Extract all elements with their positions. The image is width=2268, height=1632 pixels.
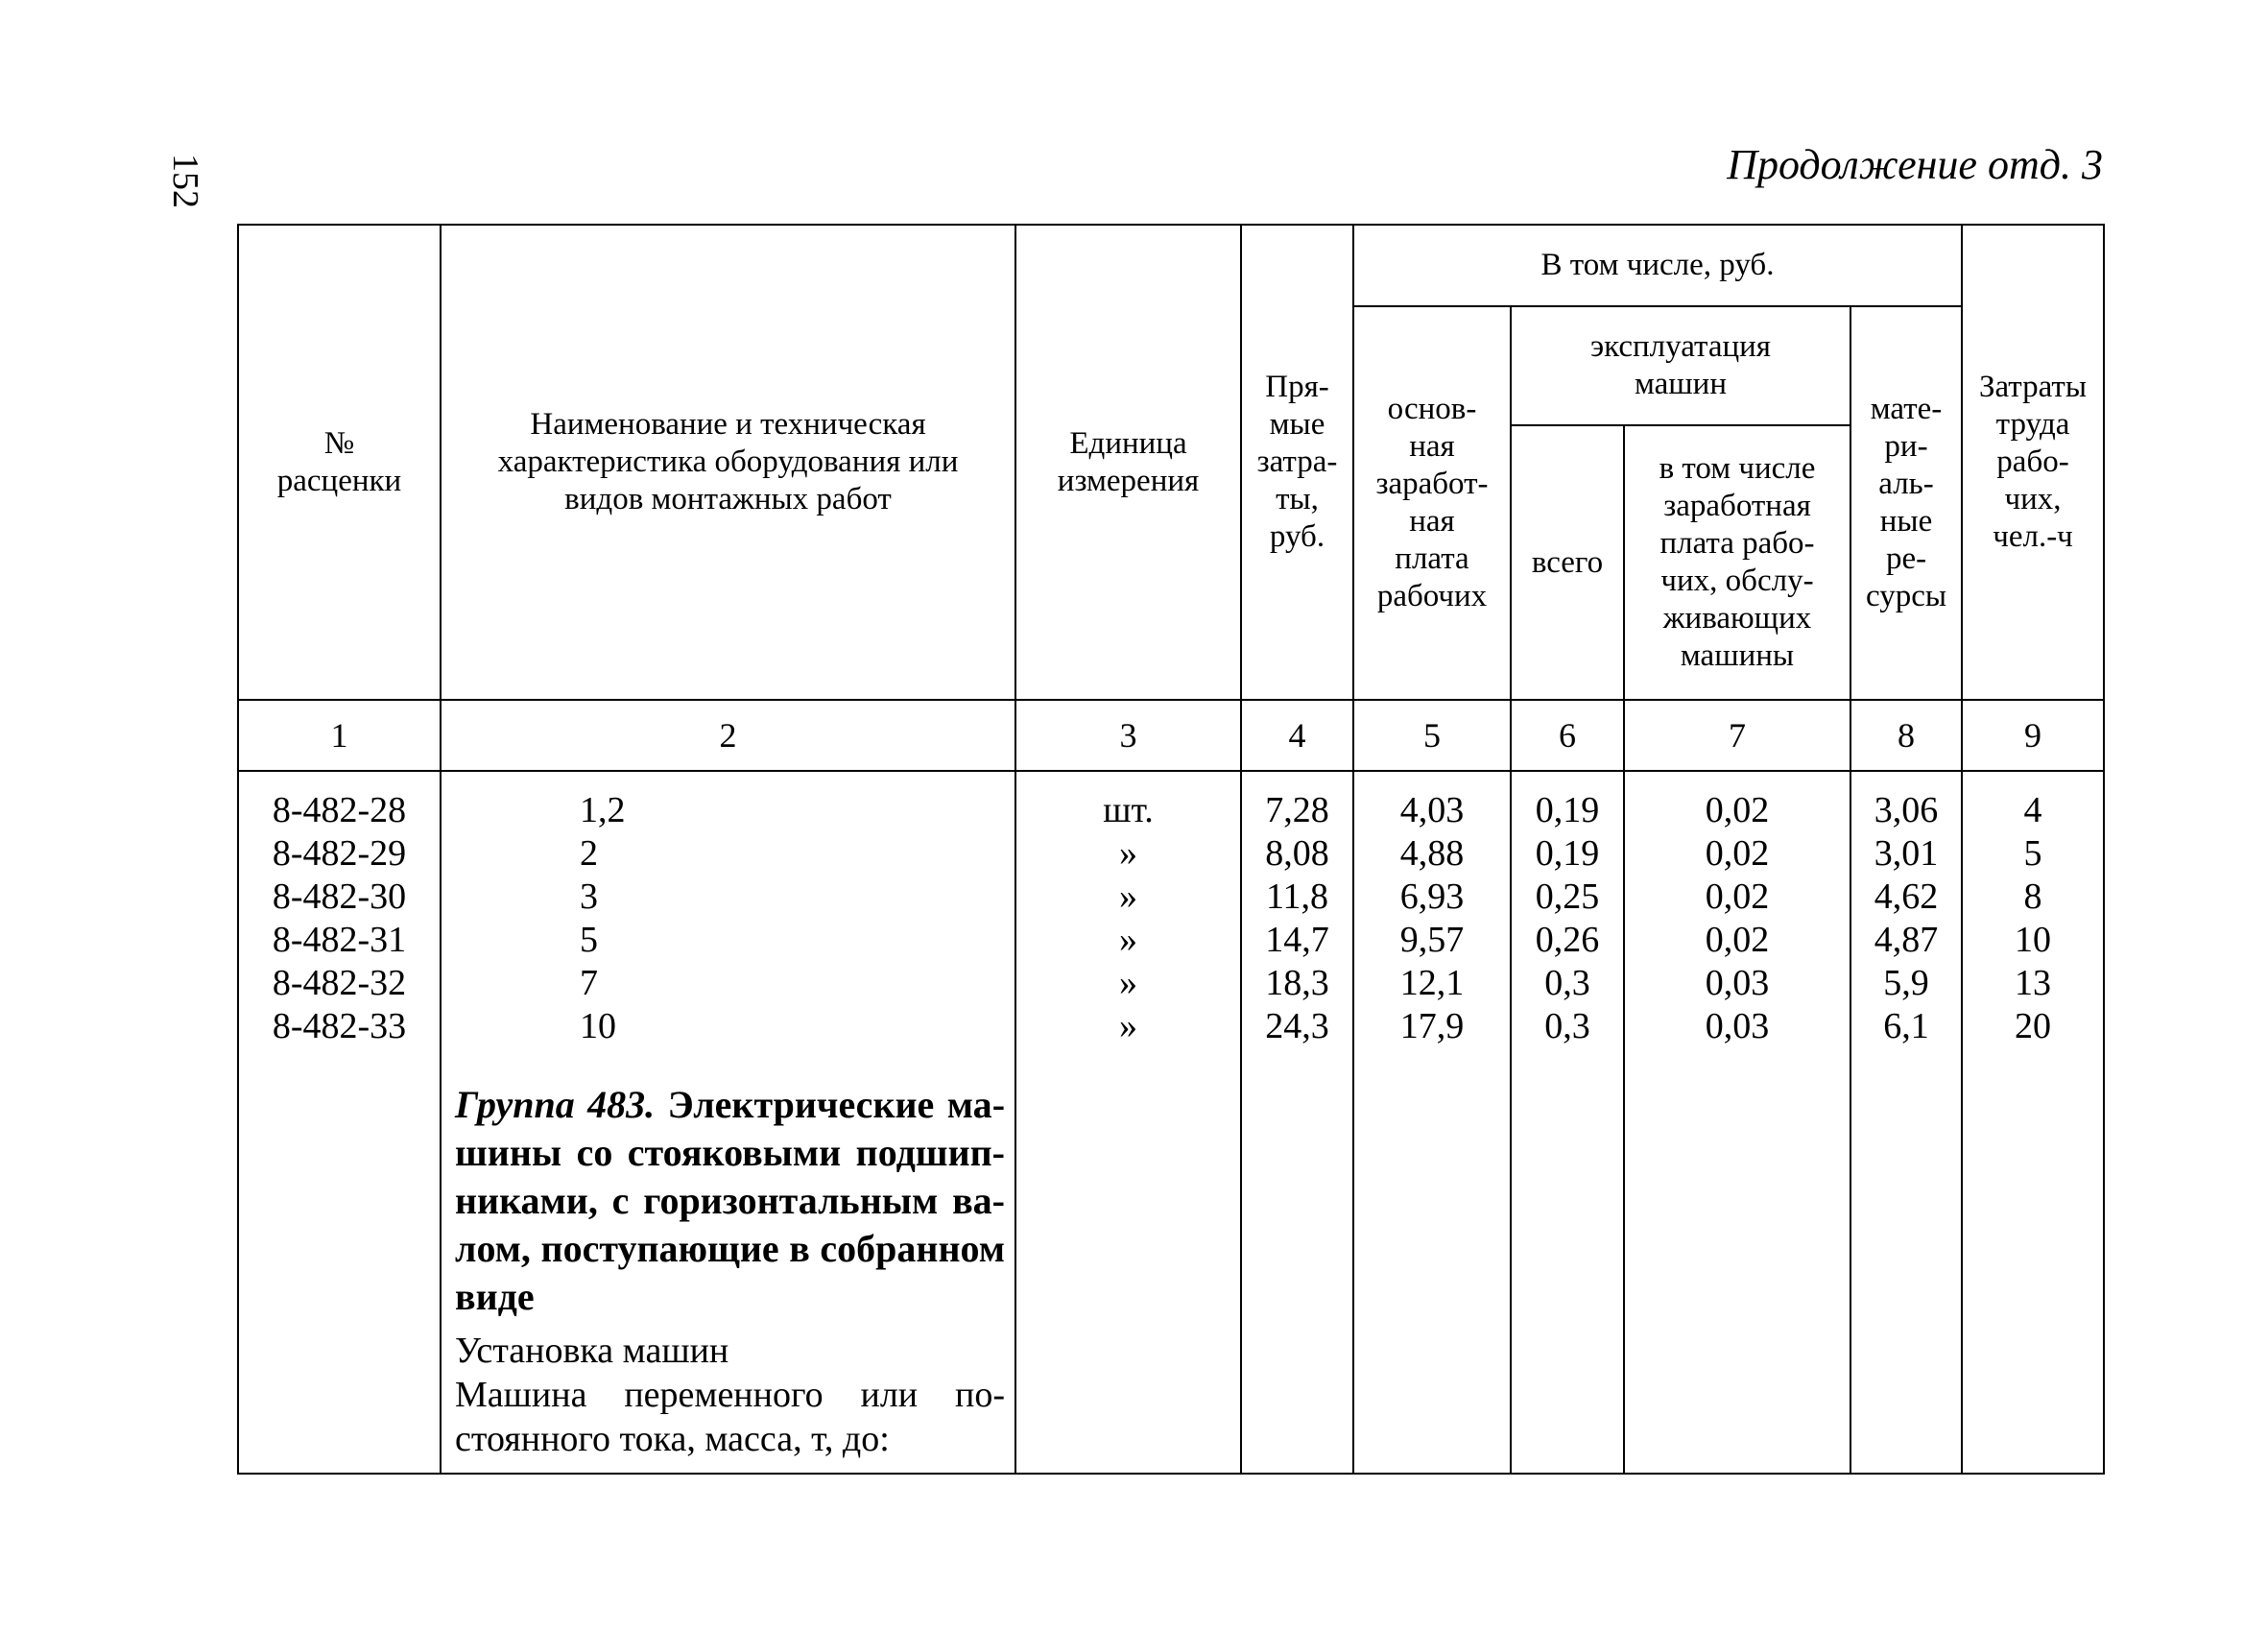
unit-value: шт.: [1103, 790, 1154, 830]
column-number: 4: [1241, 700, 1353, 771]
code-value: 8-482-32: [272, 963, 407, 1003]
header-labor: Затраты труда рабо- чих, чел.-ч: [1962, 225, 2104, 700]
machine-total-value: 0,25: [1535, 876, 1600, 917]
group-label: Группа 483.: [455, 1083, 656, 1126]
header-machine-total: всего: [1511, 425, 1624, 700]
cell-machine-total: [1511, 771, 1624, 1474]
machine-wage-value: 0,02: [1705, 790, 1770, 830]
code-value: 8-482-33: [272, 1006, 407, 1046]
direct-cost-value: 11,8: [1265, 876, 1329, 917]
direct-cost-value: 24,3: [1265, 1006, 1329, 1046]
wage-value: 17,9: [1399, 1006, 1465, 1046]
mass-value: 1,2: [580, 790, 626, 830]
wage-value: 6,93: [1399, 876, 1465, 917]
column-number: 1: [238, 700, 441, 771]
column-number: 8: [1850, 700, 1962, 771]
header-materials: мате- ри- аль- ные ре- сурсы: [1850, 306, 1962, 700]
header-group-including: В том числе, руб.: [1353, 225, 1962, 306]
cell-labor: [1962, 771, 2104, 1474]
header-machine-wages: в том числе заработная плата рабо- чих, обслу- живающих машины: [1624, 425, 1850, 700]
group-483-block: [442, 1081, 1015, 1467]
unit-value: »: [1119, 920, 1137, 960]
page-number: 152: [165, 154, 205, 208]
machine-wage-value: 0,02: [1705, 876, 1770, 917]
unit-value: »: [1119, 963, 1137, 1003]
direct-cost-value: 14,7: [1265, 920, 1329, 960]
direct-cost-value: 8,08: [1265, 833, 1329, 874]
mass-value: 2: [580, 833, 598, 874]
cell-codes: [238, 771, 441, 1474]
labor-value: 5: [2023, 833, 2042, 874]
wage-value: 9,57: [1399, 920, 1465, 960]
column-number: 9: [1962, 700, 2104, 771]
column-number: 3: [1015, 700, 1241, 771]
machine-wage-value: 0,03: [1705, 963, 1770, 1003]
unit-value: »: [1119, 833, 1137, 874]
unit-value: »: [1119, 876, 1137, 917]
materials-value: 6,1: [1883, 1006, 1929, 1046]
labor-value: 13: [2015, 963, 2052, 1003]
labor-value: 4: [2023, 790, 2042, 830]
mass-value: 3: [580, 876, 598, 917]
column-number: 2: [441, 700, 1015, 771]
code-value: 8-482-28: [272, 790, 407, 830]
header-direct-costs: Пря- мые затра- ты, руб.: [1241, 225, 1353, 700]
materials-value: 3,06: [1874, 790, 1939, 830]
wage-value: 4,88: [1399, 833, 1465, 874]
machine-total-value: 0,26: [1535, 920, 1600, 960]
cell-machine-wages: [1624, 771, 1850, 1474]
group-title: [455, 1081, 1005, 1321]
machine-total-value: 0,19: [1535, 790, 1600, 830]
column-number: 5: [1353, 700, 1511, 771]
code-value: 8-482-30: [272, 876, 407, 917]
machine-total-value: 0,19: [1535, 833, 1600, 874]
continuation-caption: Продолжение отд. 3: [1727, 141, 2103, 188]
cell-wages: [1353, 771, 1511, 1474]
mass-value: 7: [580, 963, 598, 1003]
code-value: 8-482-31: [272, 920, 407, 960]
machine-total-value: 0,3: [1544, 1006, 1590, 1046]
header-machine-exploitation: эксплуатация машин: [1511, 306, 1850, 425]
header-unit: Единица измерения: [1015, 225, 1241, 700]
wage-value: 4,03: [1399, 790, 1465, 830]
direct-cost-value: 7,28: [1265, 790, 1329, 830]
cell-units: [1015, 771, 1241, 1474]
column-number: 6: [1511, 700, 1624, 771]
wage-value: 12,1: [1399, 963, 1465, 1003]
materials-value: 3,01: [1874, 833, 1939, 874]
unit-value: »: [1119, 1006, 1137, 1046]
labor-value: 20: [2015, 1006, 2052, 1046]
cell-materials: [1850, 771, 1962, 1474]
labor-value: 10: [2015, 920, 2052, 960]
cell-names: [441, 771, 1015, 1474]
code-value: 8-482-29: [272, 833, 407, 874]
group-description: Машина переменного или постоянного тока, масса, т, до:: [455, 1375, 1005, 1459]
machine-wage-value: 0,02: [1705, 833, 1770, 874]
price-table: [237, 224, 2105, 1475]
materials-value: 4,62: [1874, 876, 1939, 917]
labor-value: 8: [2023, 876, 2042, 917]
cell-direct-costs: [1241, 771, 1353, 1474]
machine-total-value: 0,3: [1544, 963, 1590, 1003]
header-name: Наименование и техническая характеристика оборудования или видов монтажных работ: [441, 225, 1015, 700]
group-title-text: Электрические машины со стояковыми подшипниками, с горизонтальным валом, поступающие в собранном виде: [455, 1083, 1006, 1318]
group-subtitle: Установка машин: [455, 1331, 729, 1371]
header-wages: основ- ная заработ- ная плата рабочих: [1353, 306, 1511, 700]
mass-value: 5: [580, 920, 598, 960]
direct-cost-value: 18,3: [1265, 963, 1329, 1003]
column-number: 7: [1624, 700, 1850, 771]
machine-wage-value: 0,03: [1705, 1006, 1770, 1046]
machine-wage-value: 0,02: [1705, 920, 1770, 960]
header-code: № расценки: [238, 225, 441, 700]
materials-value: 4,87: [1874, 920, 1939, 960]
mass-value: 10: [580, 1006, 616, 1046]
materials-value: 5,9: [1883, 963, 1929, 1003]
